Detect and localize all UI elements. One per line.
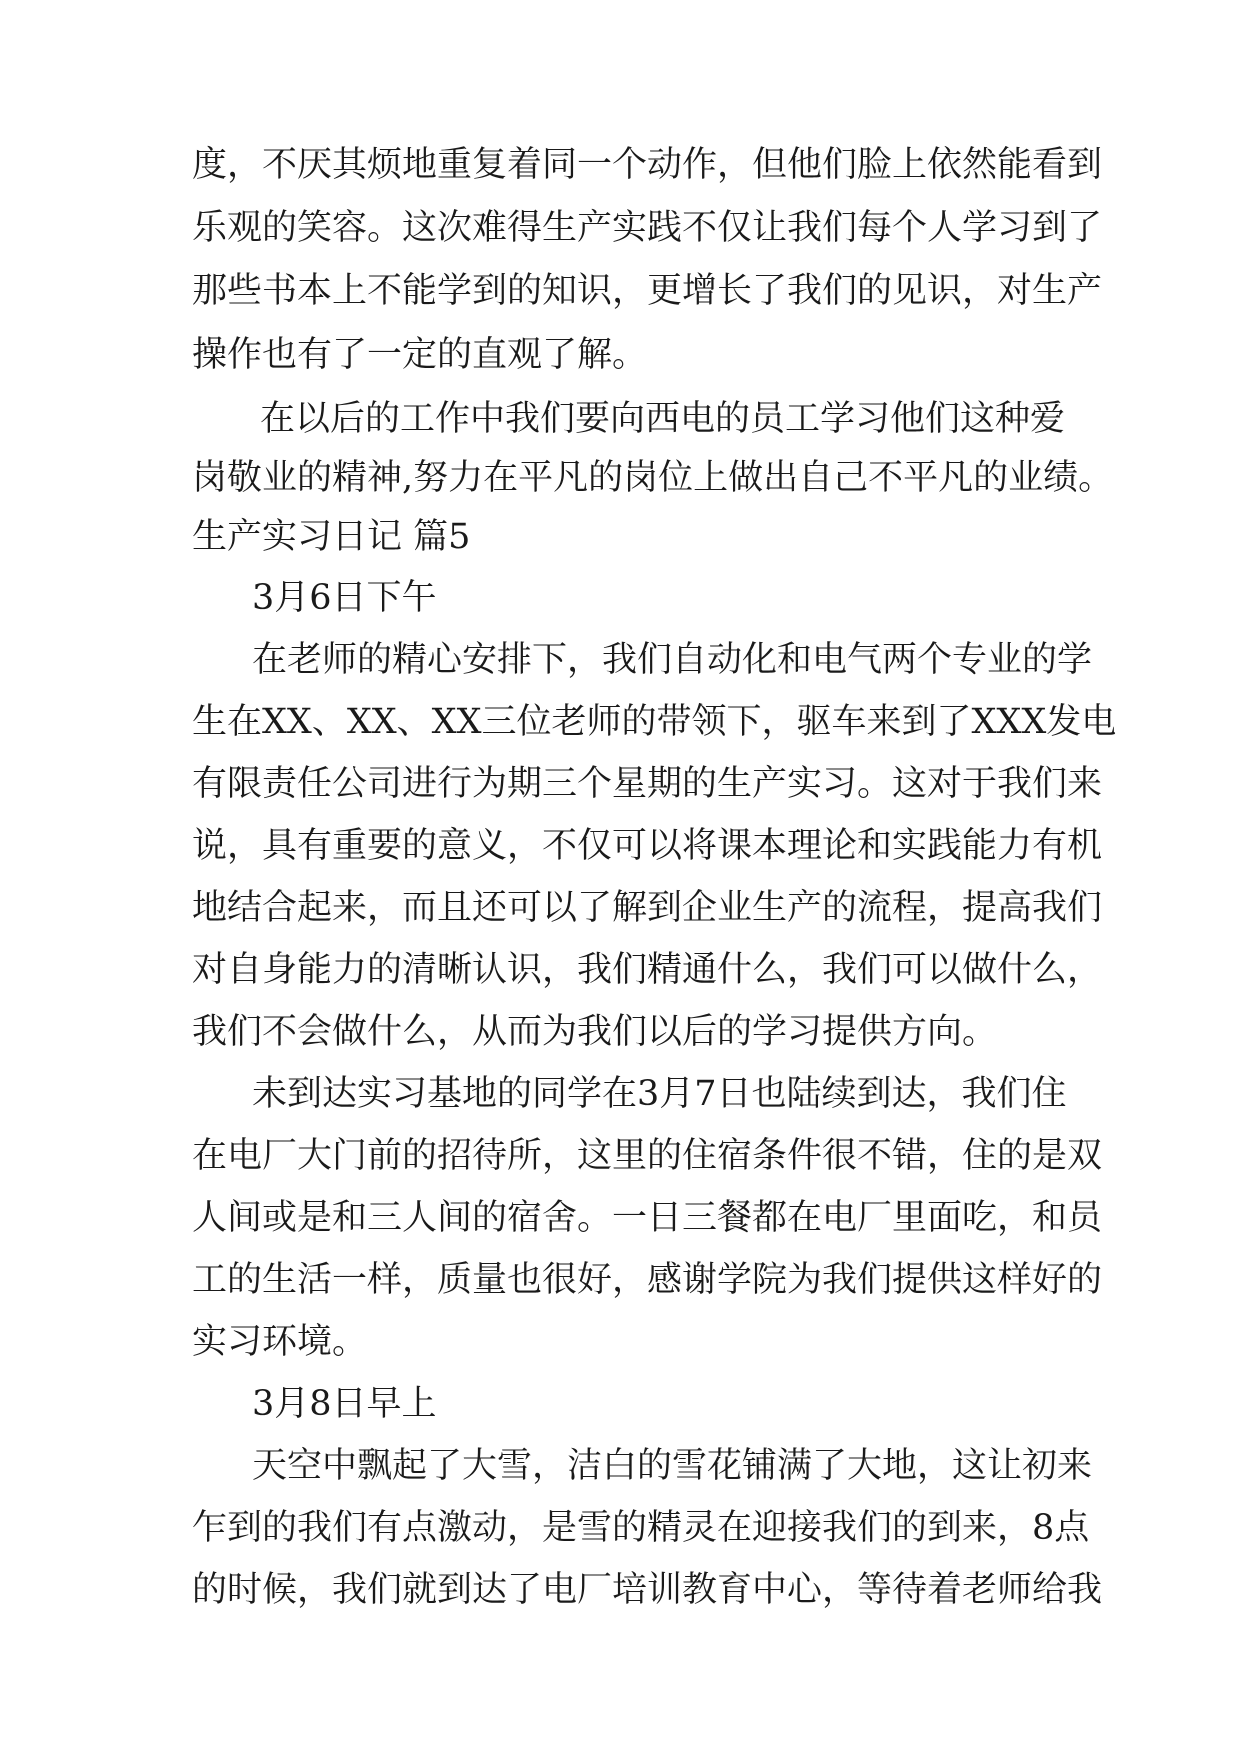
text-line: 地结合起来，而且还可以了解到企业生产的流程，提高我们 xyxy=(192,888,1103,928)
text-line: 乍到的我们有点激动，是雪的精灵在迎接我们的到来，8点 xyxy=(192,1508,1090,1548)
text-line: 乐观的笑容。这次难得生产实践不仅让我们每个人学习到了 xyxy=(192,208,1103,248)
paragraph-first-line: 天空中飘起了大雪，洁白的雪花铺满了大地，这让初来 xyxy=(252,1446,1093,1486)
paragraph-first-line: 在以后的工作中我们要向西电的员工学习他们这种爱 xyxy=(260,399,1066,439)
paragraph-first-line: 未到达实习基地的同学在3月7日也陆续到达，我们住 xyxy=(252,1074,1067,1114)
text-line: 生在XX、XX、XX三位老师的带领下，驱车来到了XXX发电 xyxy=(192,702,1117,742)
text-line: 有限责任公司进行为期三个星期的生产实习。这对于我们来 xyxy=(192,764,1103,804)
text-line: 那些书本上不能学到的知识，更增长了我们的见识，对生产 xyxy=(192,271,1103,311)
text-line: 说，具有重要的意义，不仅可以将课本理论和实践能力有机 xyxy=(192,826,1103,866)
text-line: 实习环境。 xyxy=(192,1322,368,1362)
text-line: 操作也有了一定的直观了解。 xyxy=(192,335,648,375)
text-line: 工的生活一样，质量也很好，感谢学院为我们提供这样好的 xyxy=(192,1260,1103,1300)
text-line: 的时候，我们就到达了电厂培训教育中心，等待着老师给我 xyxy=(192,1570,1103,1610)
diary-date: 3月6日下午 xyxy=(252,578,437,618)
diary-date: 3月8日早上 xyxy=(252,1384,437,1424)
text-line: 岗敬业的精神,努力在平凡的岗位上做出自己不平凡的业绩。 xyxy=(192,458,1114,498)
text-line: 度，不厌其烦地重复着同一个动作，但他们脸上依然能看到 xyxy=(192,145,1103,185)
text-line: 我们不会做什么，从而为我们以后的学习提供方向。 xyxy=(192,1012,998,1052)
section-heading: 生产实习日记 篇5 xyxy=(192,517,471,557)
paragraph-first-line: 在老师的精心安排下，我们自动化和电气两个专业的学 xyxy=(252,640,1093,680)
text-line: 对自身能力的清晰认识，我们精通什么，我们可以做什么， xyxy=(192,950,1103,990)
text-line: 人间或是和三人间的宿舍。一日三餐都在电厂里面吃，和员 xyxy=(192,1198,1103,1238)
text-line: 在电厂大门前的招待所，这里的住宿条件很不错，住的是双 xyxy=(192,1136,1103,1176)
